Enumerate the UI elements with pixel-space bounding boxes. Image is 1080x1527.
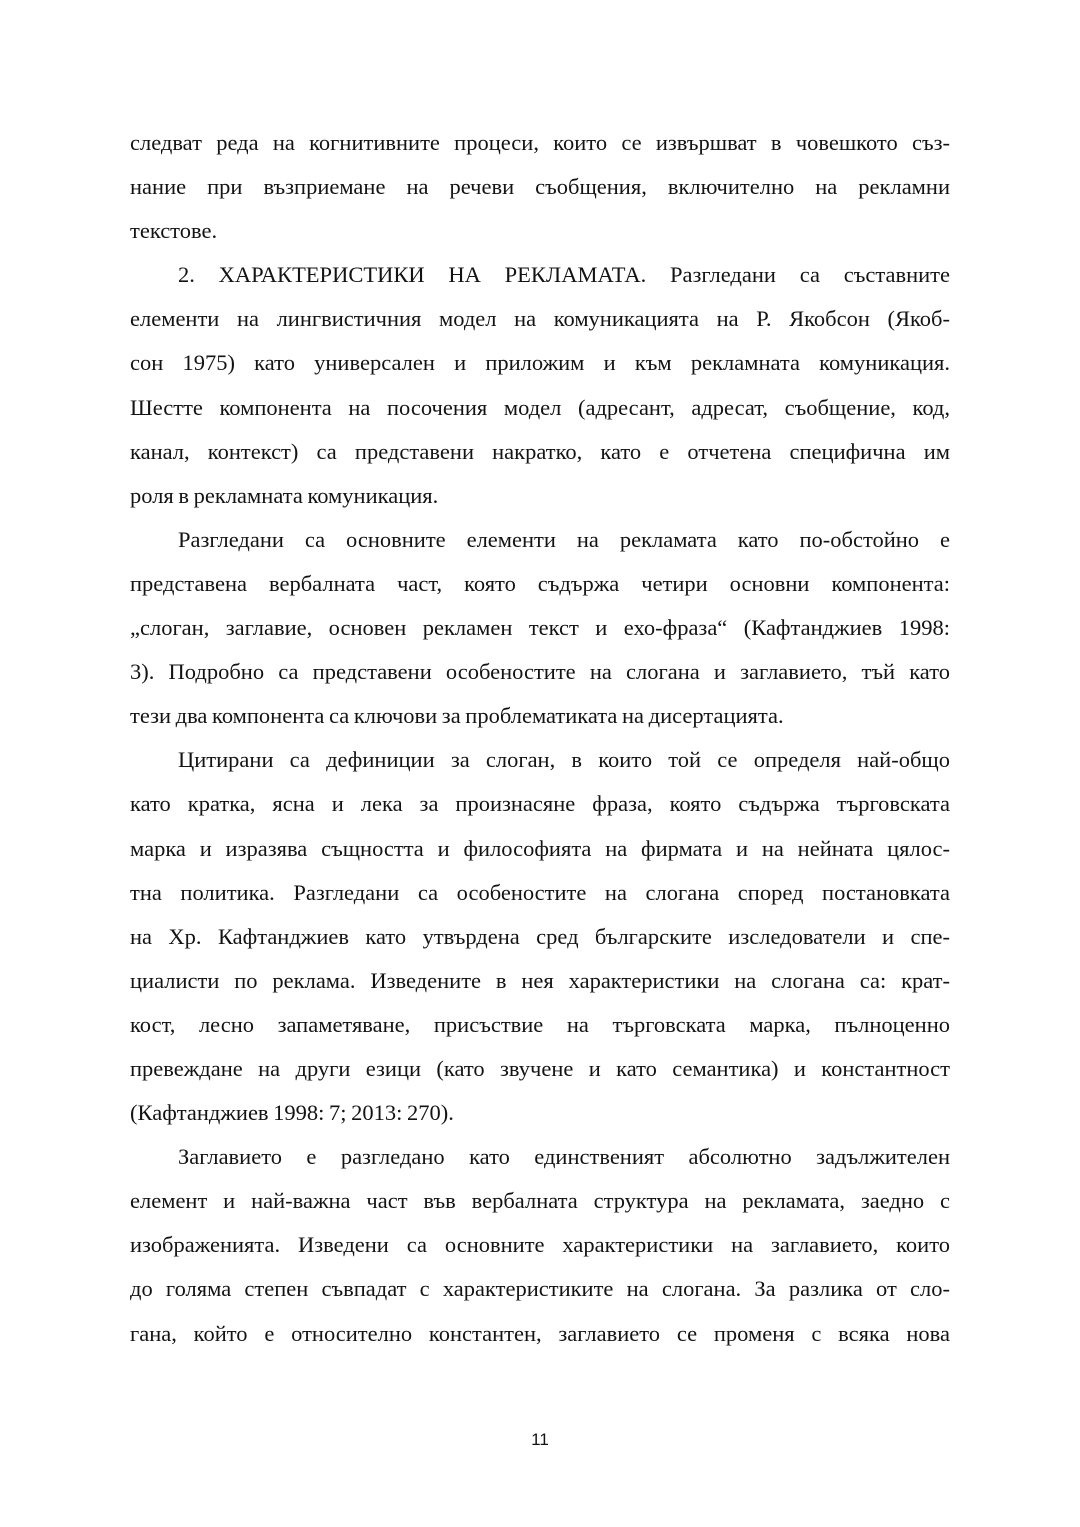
- text-line: Разгледани са основните елементи на рекламата като по-обстойно е: [178, 526, 950, 552]
- text-line: превеждане на други езици (като звучене и като семантика) и константност: [130, 1055, 950, 1081]
- text-line: Заглавието е разгледано като единственият абсолютно задължителен: [178, 1144, 950, 1170]
- paragraph: [130, 738, 950, 1135]
- text-line: тези два компонента са ключови за проблематиката на дисертацията.: [130, 703, 784, 729]
- text-line: елементи на лингвистичния модел на комуникацията на Р. Якобсон (Якоб-: [130, 306, 950, 332]
- paragraph: [130, 518, 950, 738]
- text-line: на Хр. Кафтанджиев като утвърдена сред българските изследователи и спе-: [130, 923, 950, 949]
- text-line: следват реда на когнитивните процеси, които се извършват в човешкото съз-: [130, 130, 950, 155]
- text-line: Шестте компонента на посочения модел (адресант, адресат, съобщение, код,: [130, 394, 950, 420]
- text-line: като кратка, ясна и лека за произнасяне фраза, която съдържа търговската: [130, 791, 950, 817]
- paragraph: [130, 121, 950, 253]
- text-line: до голяма степен съвпадат с характеристиките на слогана. За разлика от сло-: [130, 1276, 950, 1302]
- text-line: Цитирани са дефиниции за слоган, в които той се определя най-общо: [178, 747, 950, 773]
- text-line: сон 1975) като универсален и приложим и към рекламната комуникация.: [130, 350, 950, 376]
- text-line: канал, контекст) са представени накратко, като е отчетена специфична им: [130, 438, 950, 464]
- text-line: циалисти по реклама. Изведените в нея характеристики на слогана са: крат-: [130, 967, 950, 993]
- text-line: кост, лесно запаметяване, присъствие на търговската марка, пълноценно: [130, 1011, 950, 1037]
- text-line: текстове.: [130, 218, 218, 244]
- paragraph: [130, 1135, 950, 1355]
- text-line: 3). Подробно са представени особеностите на слогана и заглавието, тъй като: [130, 659, 950, 685]
- text-line: (Кафтанджиев 1998: 7; 2013: 270).: [130, 1100, 454, 1126]
- text-line: „слоган, заглавие, основен рекламен текст и ехо-фраза“ (Кафтанджиев 1998:: [130, 615, 950, 641]
- text-line: марка и изразява същността и философията на фирмата и на нейната цялос-: [130, 835, 950, 861]
- text-line: роля в рекламната комуникация.: [130, 482, 439, 508]
- text-line: елемент и най-важна част във вербалната структура на рекламата, заедно с: [130, 1188, 950, 1214]
- text-line: тна политика. Разгледани са особеностите на слогана според постановката: [130, 879, 950, 905]
- text-line: представена вербалната част, която съдържа четири основни компонента:: [130, 570, 950, 596]
- page-number: 11: [531, 1430, 549, 1449]
- text-line: изображенията. Изведени са основните характеристики на заглавието, които: [130, 1232, 950, 1258]
- text-line: гана, който е относително константен, заглавието се променя с всяка нова: [130, 1320, 950, 1346]
- paragraph: [130, 253, 950, 518]
- text-block: [130, 121, 950, 1356]
- text-line: 2. ХАРАКТЕРИСТИКИ НА РЕКЛАМАТА. Разгледани са съставните: [178, 262, 950, 288]
- text-line: нание при възприемане на речеви съобщения, включително на рекламни: [130, 174, 950, 200]
